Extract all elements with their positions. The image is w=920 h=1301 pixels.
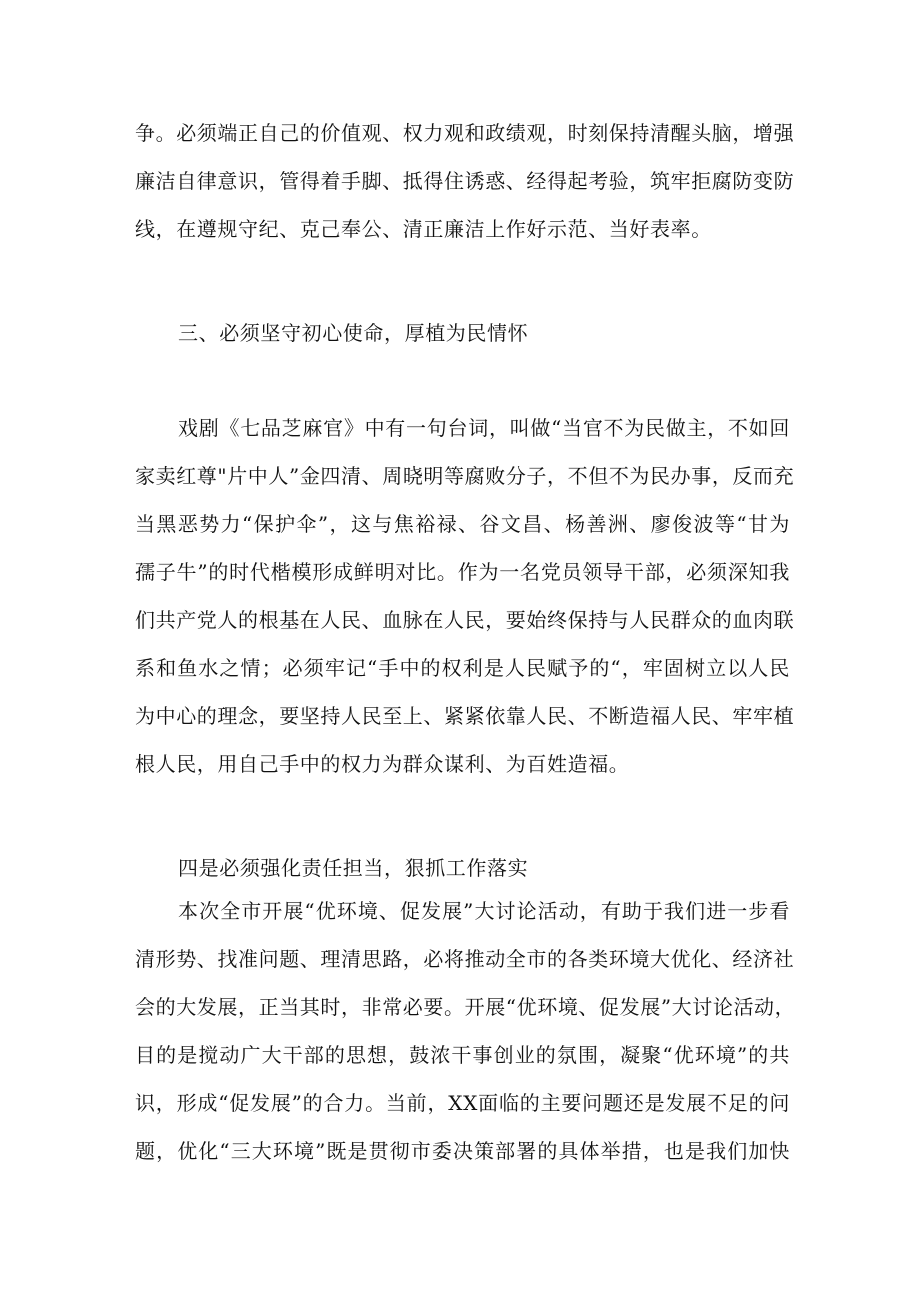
paragraph-1-line-2: 廉洁自律意识，管得着手脚、抵得住诱惑、经得起考验，筑牢拒腐防变防 [135, 169, 795, 193]
paragraph-2-line-7: 为中心的理念，要坚持人民至上、紧紧依靠人民、不断造福人民、牢牢植 [135, 704, 795, 728]
paragraph-2-line-3: 当黑恶势力“保护伞”，这与焦裕禄、谷文昌、杨善洲、廖俊波等“甘为 [135, 512, 790, 536]
section-heading-4: 四是必须强化责任担当，狠抓工作落实 [178, 856, 529, 880]
paragraph-2-line-1: 戏剧《七品芝麻官》中有一句台词，叫做“当官不为民做主，不如回 [178, 416, 790, 440]
paragraph-1-line-1: 争。必须端正自己的价值观、权力观和政绩观，时刻保持清醒头脑，增强 [135, 121, 795, 145]
paragraph-3-line-6: 题，优化“三大环境”既是贯彻市委决策部署的具体举措，也是我们加快 [135, 1139, 790, 1163]
paragraph-2-line-2: 家卖红尊"片中人”金四清、周晓明等腐败分子，不但不为民办事，反而充 [135, 464, 795, 488]
paragraph-3-line-3: 会的大发展，正当其时，非常必要。开展“优环境、促发展”大讨论活动， [135, 995, 796, 1019]
section-heading-3: 三、必须坚守初心使命，厚植为民情怀 [178, 321, 529, 345]
paragraph-1-line-3: 线，在遵规守纪、克己奉公、清正廉洁上作好示范、当好表率。 [135, 217, 712, 241]
paragraph-3-line-5: 识，形成“促发展”的合力。当前，XX面临的主要问题还是发展不足的问 [135, 1091, 790, 1115]
paragraph-3-line-1: 本次全市开展“优环境、促发展”大讨论活动，有助于我们进一步看 [178, 899, 790, 923]
paragraph-2-line-4: 孺子牛”的时代楷模形成鲜明对比。作为一名党员领导干部，必须深知我 [135, 560, 790, 584]
paragraph-3-line-2: 清形势、找准问题、理清思路，必将推动全市的各类环境大优化、经济社 [135, 947, 795, 971]
paragraph-2-line-6: 系和鱼水之情；必须牢记“手中的权利是人民赋予的“，牢固树立以人民 [135, 656, 790, 680]
paragraph-2-line-8: 根人民，用自己手中的权力为群众谋利、为百姓造福。 [135, 752, 630, 776]
paragraph-3-line-4: 目的是搅动广大干部的思想，鼓浓干事创业的氛围，凝聚“优环境”的共 [135, 1043, 790, 1067]
paragraph-2-line-5: 们共产党人的根基在人民、血脉在人民，要始终保持与人民群众的血肉联 [135, 608, 795, 632]
